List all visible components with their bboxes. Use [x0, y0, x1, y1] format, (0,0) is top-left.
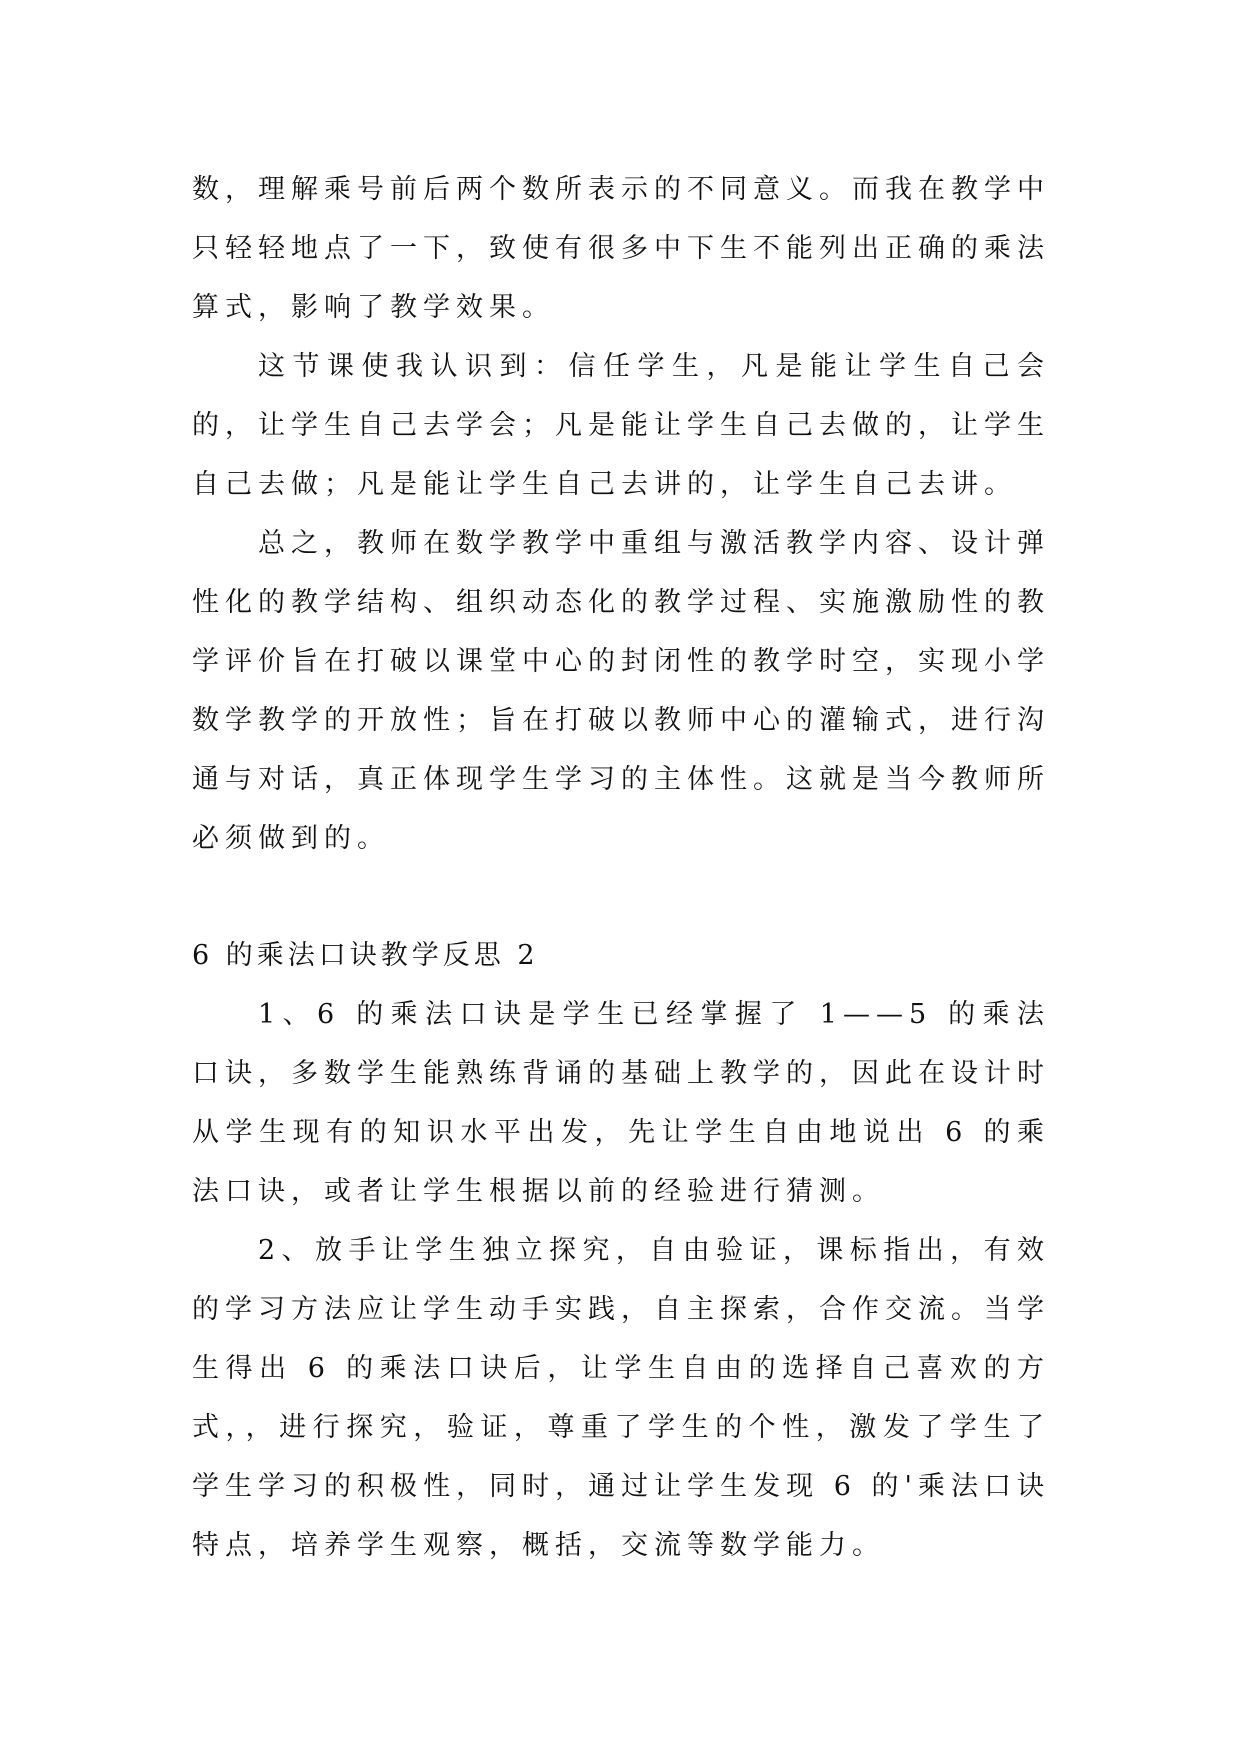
paragraph-continued: 数，理解乘号前后两个数所表示的不同意义。而我在教学中只轻轻地点了一下，致使有很多中下生不能列出正确的乘法算式，影响了教学效果。 [192, 174, 1050, 323]
section-title: 6 的乘法口诀教学反思 2 [192, 940, 539, 971]
paragraph-point-1: 1、6 的乘法口诀是学生已经掌握了 1——5 的乘法口诀，多数学生能熟练背诵的基础上教学的，因此在设计时从学生现有的知识水平出发，先让学生自由地说出 6 的乘法口诀，或者让学生根据以前的经验进行猜测。 [192, 999, 1050, 1207]
document-body [192, 160, 1050, 1575]
paragraph-trust-students: 这节课使我认识到：信任学生，凡是能让学生自己会的，让学生自己去学会；凡是能让学生自己去做的，让学生自己去做；凡是能让学生自己去讲的，让学生自己去讲。 [192, 351, 1050, 500]
paragraph-point-2: 2、放手让学生独立探究，自由验证，课标指出，有效的学习方法应让学生动手实践，自主探索，合作交流。当学生得出 6 的乘法口诀后，让学生自由的选择自己喜欢的方式，，进行探究，验证，尊重了学生的个性，激发了学生了学生学习的积极性，同时，通过让学生发现 6 的'乘法口诀特点，培养学生观察，概括，交流等数学能力。 [192, 1235, 1050, 1561]
paragraph-conclusion: 总之，教师在数学教学中重组与激活教学内容、设计弹性化的教学结构、组织动态化的教学过程、实施激励性的教学评价旨在打破以课堂中心的封闭性的教学时空，实现小学数学教学的开放性；旨在打破以教师中心的灌输式，进行沟通与对话，真正体现学生学习的主体性。这就是当今教师所必须做到的。 [192, 528, 1050, 854]
